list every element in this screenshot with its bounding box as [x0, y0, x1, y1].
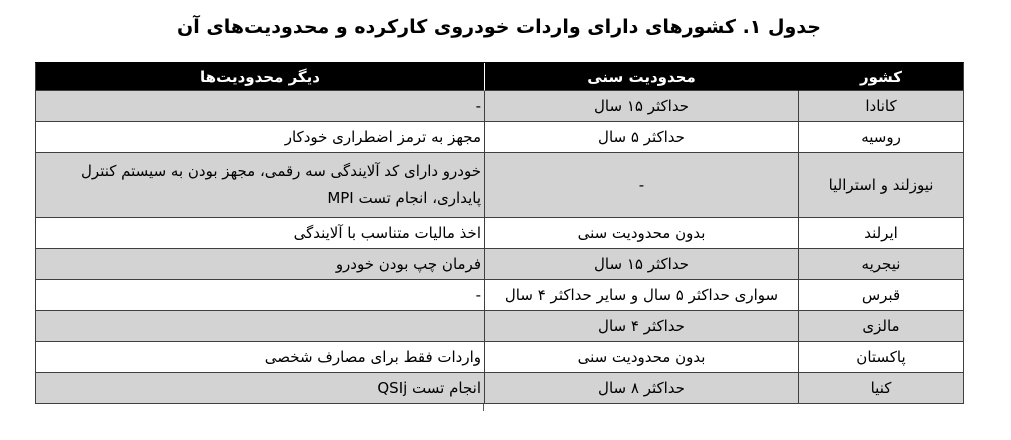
cell-country: کنیا [798, 373, 963, 404]
cell-other-limits: فرمان چپ بودن خودرو [35, 249, 484, 280]
cell-age-limit: - [484, 153, 798, 218]
cell-country: پاکستان [798, 342, 963, 373]
cell-other-limits [35, 311, 484, 342]
table-row-cyprus [35, 280, 963, 311]
table-caption: جدول ۱. کشورهای دارای واردات خودروی کارکرده و محدودیت‌های آن [176, 16, 821, 38]
cell-country: مالزی [798, 311, 963, 342]
cell-age-limit: حداکثر ۵ سال [484, 122, 798, 153]
cell-country: نیوزلند و استرالیا [798, 153, 963, 218]
cell-other-limits: مجهز به ترمز اضطراری خودکار [35, 122, 484, 153]
cell-other-limits: خودرو دارای کد آلایندگی سه رقمی، مجهز بودن به سیستم کنترل پایداری، انجام تست MPI [35, 153, 484, 218]
cell-other-limits: اخذ مالیات متناسب با آلایندگی [35, 218, 484, 249]
used-car-import-table [35, 62, 964, 404]
cell-country: قبرس [798, 280, 963, 311]
table-row-kenya [35, 373, 963, 404]
cell-other-limits: - [35, 280, 484, 311]
col-header-age-limit: محدودیت سنی [484, 63, 798, 91]
cell-age-limit: حداکثر ۱۵ سال [484, 249, 798, 280]
table-row-ireland [35, 218, 963, 249]
cell-country: روسیه [798, 122, 963, 153]
table-row-malaysia [35, 311, 963, 342]
divider-line-artifact [483, 404, 484, 411]
cell-age-limit: حداکثر ۱۵ سال [484, 91, 798, 122]
cell-age-limit: بدون محدودیت سنی [484, 342, 798, 373]
cell-age-limit: حداکثر ۸ سال [484, 373, 798, 404]
header-row [35, 63, 963, 91]
col-header-country: کشور [798, 63, 963, 91]
cell-age-limit: بدون محدودیت سنی [484, 218, 798, 249]
cell-other-limits: واردات فقط برای مصارف شخصی [35, 342, 484, 373]
cell-age-limit: حداکثر ۴ سال [484, 311, 798, 342]
cell-other-limits: - [35, 91, 484, 122]
table-row-newzealand-australia [35, 153, 963, 218]
cell-country: نیجریه [798, 249, 963, 280]
cell-country: کانادا [798, 91, 963, 122]
table-row-nigeria [35, 249, 963, 280]
col-header-other-limits: دیگر محدودیت‌ها [35, 63, 484, 91]
cell-age-limit: سواری حداکثر ۵ سال و سایر حداکثر ۴ سال [484, 280, 798, 311]
table-row-pakistan [35, 342, 963, 373]
cell-country: ایرلند [798, 218, 963, 249]
table-row-canada [35, 91, 963, 122]
table-row-russia [35, 122, 963, 153]
cell-other-limits: انجام تست QSIj [35, 373, 484, 404]
